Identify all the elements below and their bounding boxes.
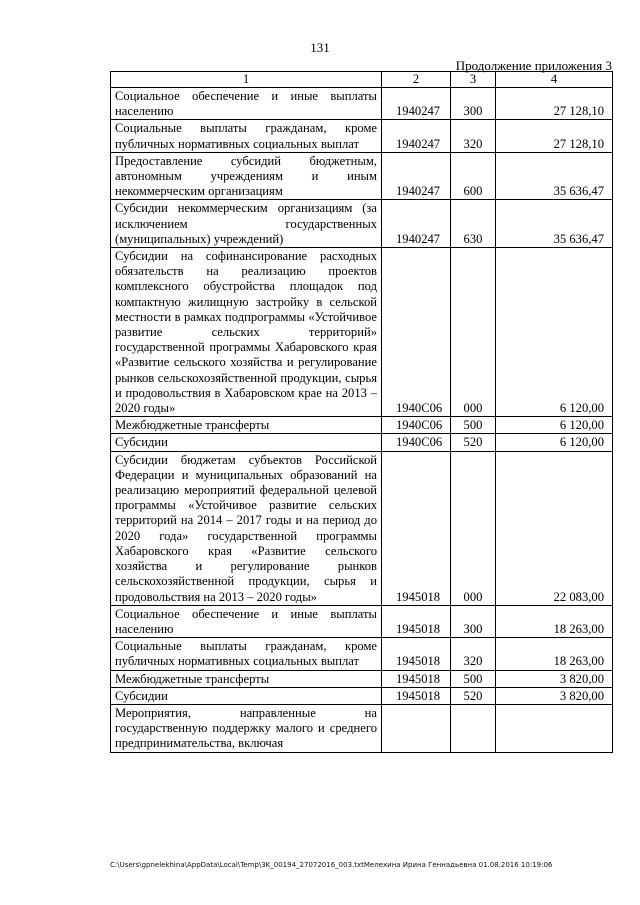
row-name-cell: Мероприятия, направленные на государственную поддержку малого и среднего предпринимательства, включая [111,704,382,752]
row-amount-cell: 18 263,00 [496,605,613,637]
row-amount-cell: 18 263,00 [496,638,613,670]
row-amount-cell: 22 083,00 [496,451,613,605]
row-name-cell: Социальные выплаты гражданам, кроме публичных нормативных социальных выплат [111,120,382,152]
table-row [111,120,613,152]
row-amount-cell: 3 820,00 [496,670,613,687]
row-code-cell: 1940С06 [382,434,451,451]
table-row [111,88,613,120]
row-name-cell: Субсидии [111,687,382,704]
row-name-cell: Субсидии бюджетам субъектов Российской Федерации и муниципальных образований на реализацию мероприятий федеральной целевой программы «Устойчивое развитие сельских территорий на 2014 – 2017 годы и на период до 2020 года» государственной программы Хабаровского края «Развитие сельского хозяйства и регулирование рынков сельскохозяйственной продукции, сырья и продовольствия на 2013 – 2020 годы» [111,451,382,605]
row-type-cell [451,704,496,752]
row-amount-cell: 6 120,00 [496,417,613,434]
row-amount-cell [496,704,613,752]
row-code-cell: 1940С06 [382,248,451,417]
table-row [111,200,613,248]
row-name-cell: Субсидии на софинансирование расходных обязательств на реализацию проектов комплексного обустройства площадок под компактную жилищную застройку в сельской местности в рамках подпрограммы «Устойчивое развитие сельских территорий» государственной программы Хабаровского края «Развитие сельского хозяйства и регулирование рынков сельскохозяйственной продукции, сырья и продовольствия в Хабаровском крае на 2013 – 2020 годы» [111,248,382,417]
column-header-3: 3 [451,72,496,88]
row-amount-cell: 35 636,47 [496,152,613,200]
row-name-cell: Социальное обеспечение и иные выплаты населению [111,605,382,637]
row-amount-cell: 27 128,10 [496,120,613,152]
row-code-cell: 1940С06 [382,417,451,434]
budget-table [110,71,613,753]
row-type-cell: 520 [451,687,496,704]
table-row [111,248,613,417]
row-type-cell: 000 [451,451,496,605]
page-number: 131 [310,40,330,55]
table-row [111,417,613,434]
table-row [111,152,613,200]
row-code-cell [382,704,451,752]
continuation-label: Продолжение приложения 3 [455,58,612,73]
row-code-cell: 1940247 [382,120,451,152]
row-type-cell: 300 [451,605,496,637]
table-row [111,605,613,637]
row-type-cell: 630 [451,200,496,248]
row-code-cell: 1940247 [382,200,451,248]
row-code-cell: 1945018 [382,687,451,704]
table-row [111,451,613,605]
row-name-cell: Субсидии некоммерческим организациям (за исключением государственных (муниципальных) учреждений) [111,200,382,248]
row-type-cell: 320 [451,638,496,670]
row-amount-cell: 6 120,00 [496,248,613,417]
row-name-cell: Социальные выплаты гражданам, кроме публичных нормативных социальных выплат [111,638,382,670]
row-name-cell: Межбюджетные трансферты [111,417,382,434]
column-header-4: 4 [496,72,613,88]
row-code-cell: 1945018 [382,670,451,687]
row-type-cell: 000 [451,248,496,417]
row-code-cell: 1945018 [382,451,451,605]
row-amount-cell: 6 120,00 [496,434,613,451]
row-type-cell: 600 [451,152,496,200]
row-amount-cell: 3 820,00 [496,687,613,704]
table-header-row [111,72,613,88]
table-row [111,434,613,451]
table-row [111,687,613,704]
row-type-cell: 500 [451,670,496,687]
row-name-cell: Предоставление субсидий бюджетным, автономным учреждениям и иным некоммерческим организациям [111,152,382,200]
footer-file-path: C:\Users\gpnelekhina\AppData\Local\Temp\3K_00194_27072016_003.txtМелехина Ирина Геннадьевна 01.08.2016 10:19:06 [110,861,553,869]
row-type-cell: 300 [451,88,496,120]
column-header-1: 1 [111,72,382,88]
column-header-2: 2 [382,72,451,88]
row-code-cell: 1945018 [382,638,451,670]
row-amount-cell: 35 636,47 [496,200,613,248]
row-name-cell: Субсидии [111,434,382,451]
row-type-cell: 500 [451,417,496,434]
row-code-cell: 1945018 [382,605,451,637]
row-amount-cell: 27 128,10 [496,88,613,120]
table-row [111,638,613,670]
row-name-cell: Межбюджетные трансферты [111,670,382,687]
row-name-cell: Социальное обеспечение и иные выплаты населению [111,88,382,120]
table-row [111,704,613,752]
table-row [111,670,613,687]
row-code-cell: 1940247 [382,152,451,200]
row-type-cell: 320 [451,120,496,152]
row-type-cell: 520 [451,434,496,451]
row-code-cell: 1940247 [382,88,451,120]
